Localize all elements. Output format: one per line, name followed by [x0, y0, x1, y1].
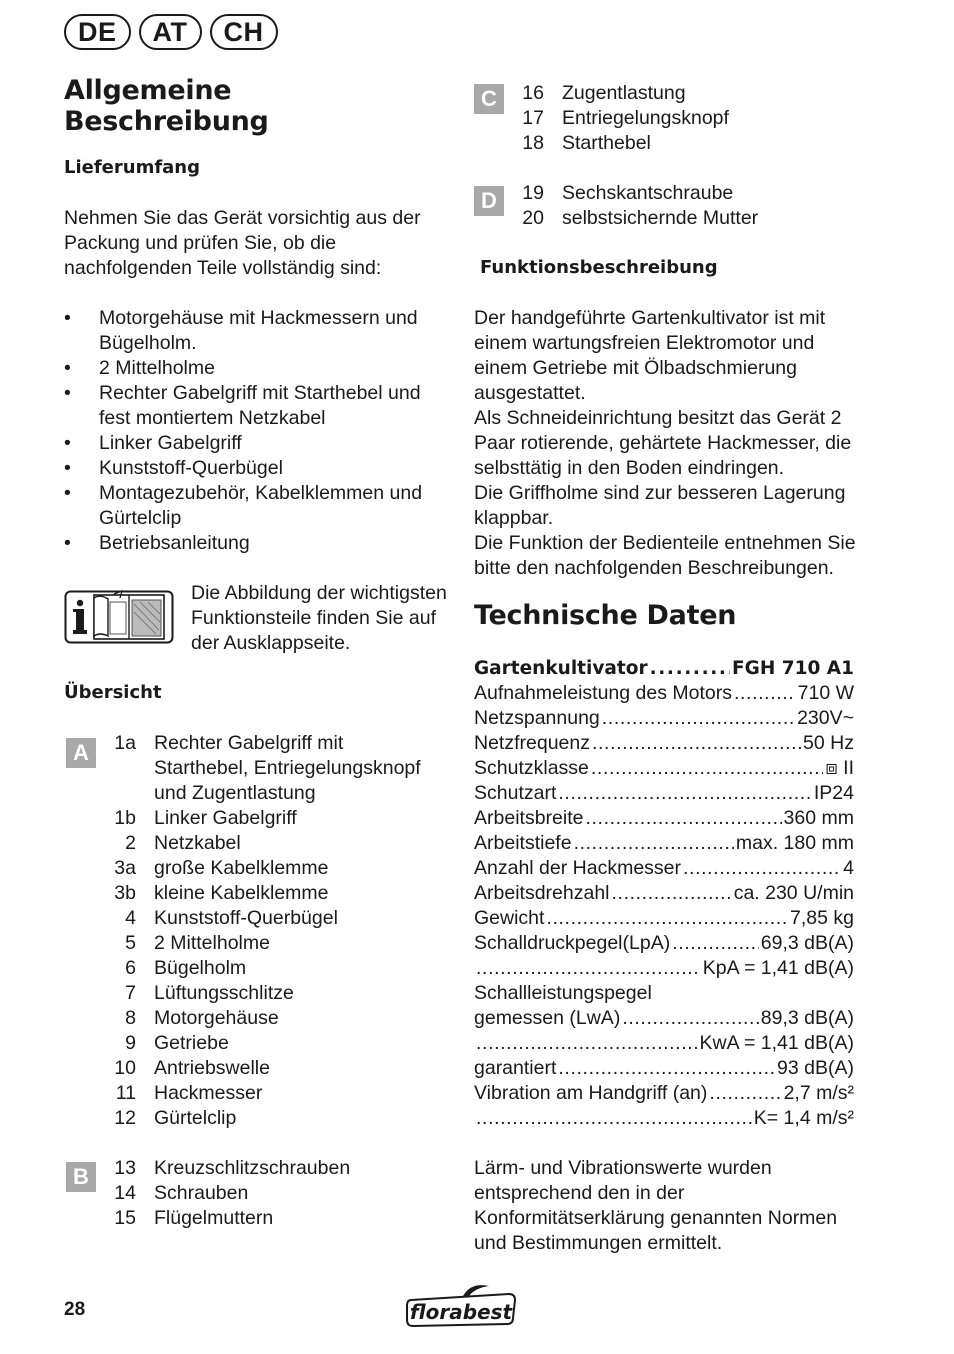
spec-leader-dots: [650, 656, 730, 681]
spec-leader-dots: [592, 731, 801, 756]
group-d-label: D: [474, 186, 504, 216]
spec-row: [474, 1006, 854, 1031]
spec-value: K= 1,4 m/s²: [753, 1107, 854, 1129]
legend-row: [100, 731, 440, 806]
spec-row: [474, 731, 854, 756]
spec-label: Netzfrequenz: [474, 732, 590, 754]
legend-row: [100, 806, 440, 831]
spec-label: Schallleistungspegel: [474, 982, 652, 1004]
legend-num: 15: [114, 1207, 136, 1229]
spec-label: Schutzart: [474, 782, 557, 804]
legend-num: 2: [125, 832, 136, 854]
legend-text: Rechter Gabelgriff mit Starthebel, Entriegelungsknopf und Zugentlastung: [154, 732, 421, 804]
legend-num: 5: [125, 932, 136, 954]
section-title-line1: Allgemeine: [64, 75, 232, 106]
legend-text: Schrauben: [154, 1182, 249, 1204]
spec-leader-dots: [591, 756, 823, 781]
spec-leader-dots: [734, 681, 796, 706]
legend-num: 13: [114, 1157, 136, 1179]
funktion-paragraph: Der handgeführte Gartenkultivator ist mit einem wartungsfreien Elektromotor und einem Getriebe mit Ölbadschmierung ausgestattet.: [474, 307, 826, 404]
legend-row: [100, 1156, 440, 1181]
spec-row: [474, 1106, 854, 1131]
info-note: Die Abbildung der wichtigsten Funktionsteile finden Sie auf der Ausklappseite.: [191, 582, 447, 654]
legend-text: große Kabelklemme: [154, 857, 329, 879]
parts-legend-a: [100, 731, 440, 1131]
legend-row: [508, 181, 848, 206]
legend-num: 3b: [114, 882, 136, 904]
spec-table: [474, 656, 854, 1131]
legend-num: 18: [522, 132, 544, 154]
section-title: [64, 75, 269, 137]
info-foldout-icon: [64, 590, 174, 644]
spec-row: [474, 981, 854, 1006]
spec-row: [474, 906, 854, 931]
legend-text: selbstsichernde Mutter: [562, 207, 759, 229]
legend-num: 12: [114, 1107, 136, 1129]
legend-text: Hackmesser: [154, 1082, 263, 1104]
delivery-list: [64, 306, 454, 556]
spec-label: garantiert: [474, 1057, 557, 1079]
spec-row: [474, 856, 854, 881]
spec-leader-dots: [672, 931, 759, 956]
spec-value: ⧈ II: [825, 757, 854, 779]
legend-num: 9: [125, 1032, 136, 1054]
spec-value: 4: [843, 857, 854, 879]
legend-row: [100, 881, 440, 906]
spec-label: Aufnahmeleistung des Motors: [474, 682, 732, 704]
spec-row: [474, 781, 854, 806]
spec-value: KpA = 1,41 dB(A): [702, 957, 854, 979]
spec-label: Gewicht: [474, 907, 545, 929]
legend-num: 17: [522, 107, 544, 129]
spec-leader-dots: [476, 956, 701, 981]
lang-badge-de: DE: [64, 14, 131, 50]
spec-leader-dots: [546, 906, 788, 931]
spec-leader-dots: [709, 1081, 781, 1106]
list-item: • Motorgehäuse mit Hackmessern und Bügelholm.: [64, 306, 454, 356]
legend-text: kleine Kabelklemme: [154, 882, 329, 904]
spec-leader-dots: [558, 1056, 775, 1081]
spec-value: 2,7 m/s²: [783, 1082, 854, 1104]
legend-num: 19: [522, 182, 544, 204]
legend-row: [508, 131, 848, 156]
legend-text: Sechskantschraube: [562, 182, 734, 204]
legend-row: [508, 106, 848, 131]
legend-num: 10: [114, 1057, 136, 1079]
legend-text: Entriegelungsknopf: [562, 107, 729, 129]
legend-row: [100, 981, 440, 1006]
parts-legend-d: [508, 181, 848, 231]
legend-row: [508, 81, 848, 106]
group-c-label: C: [474, 84, 504, 114]
spec-label: Schutzklasse: [474, 757, 589, 779]
spec-label: Gartenkultivator: [474, 658, 648, 679]
spec-row: [474, 881, 854, 906]
legend-row: [100, 856, 440, 881]
spec-value: KwA = 1,41 dB(A): [699, 1032, 854, 1054]
spec-label: Netzspannung: [474, 707, 600, 729]
parts-legend-c: [508, 81, 848, 156]
spec-label: gemessen (LwA): [474, 1007, 621, 1029]
page-number: 28: [64, 1299, 86, 1320]
spec-value: FGH 710 A1: [732, 658, 854, 679]
spec-value: 230V~: [797, 707, 854, 729]
legend-row: [100, 931, 440, 956]
legend-num: 8: [125, 1007, 136, 1029]
spec-row: [474, 831, 854, 856]
funktion-paragraph: Die Funktion der Bedienteile entnehmen Sie bitte den nachfolgenden Beschreibungen.: [474, 532, 856, 579]
spec-leader-dots: [476, 1106, 752, 1131]
spec-label: Arbeitsbreite: [474, 807, 584, 829]
legend-text: Flügelmuttern: [154, 1207, 274, 1229]
spec-label: Arbeitsdrehzahl: [474, 882, 610, 904]
spec-leader-dots: [602, 706, 795, 731]
spec-row: [474, 681, 854, 706]
spec-value: 7,85 kg: [790, 907, 854, 929]
legend-text: Getriebe: [154, 1032, 229, 1054]
legend-num: 3a: [114, 857, 136, 879]
legend-row: [100, 1031, 440, 1056]
legend-num: 14: [114, 1182, 136, 1204]
spec-leader-dots: [622, 1006, 758, 1031]
language-badges: [64, 14, 278, 50]
list-item: • Kunststoff-Querbügel: [64, 456, 454, 481]
legend-row: [100, 1181, 440, 1206]
legend-row: [100, 1106, 440, 1131]
funktion-heading: Funktionsbeschreibung: [480, 257, 718, 278]
spec-value: 710 W: [797, 682, 854, 704]
florabest-logo: [405, 1282, 517, 1328]
legend-text: Linker Gabelgriff: [154, 807, 297, 829]
legend-num: 7: [125, 982, 136, 1004]
spec-value: max. 180 mm: [735, 832, 854, 854]
group-a-label: A: [66, 738, 96, 768]
legend-text: Kreuzschlitzschrauben: [154, 1157, 351, 1179]
legend-row: [508, 206, 848, 231]
spec-value: 69,3 dB(A): [760, 932, 854, 954]
lieferumfang-heading: Lieferumfang: [64, 157, 201, 178]
legend-row: [100, 831, 440, 856]
list-item: • Linker Gabelgriff: [64, 431, 454, 456]
spec-row: [474, 706, 854, 731]
legend-text: 2 Mittelholme: [154, 932, 270, 954]
spec-row: [474, 656, 854, 681]
legend-text: Bügelholm: [154, 957, 247, 979]
spec-row: [474, 756, 854, 781]
list-item: • Montagezubehör, Kabelklemmen und Gürtelclip: [64, 481, 454, 531]
spec-leader-dots: [683, 856, 841, 881]
legend-text: Gürtelclip: [154, 1107, 237, 1129]
section-title-line2: Beschreibung: [64, 106, 269, 137]
spec-leader-dots: [612, 881, 732, 906]
legend-text: Kunststoff-Querbügel: [154, 907, 338, 929]
spec-value: 89,3 dB(A): [760, 1007, 854, 1029]
list-item: • Rechter Gabelgriff mit Starthebel und fest montiertem Netzkabel: [64, 381, 454, 431]
legend-row: [100, 956, 440, 981]
spec-row: [474, 956, 854, 981]
legend-text: Lüftungsschlitze: [154, 982, 294, 1004]
spec-label: Arbeitstiefe: [474, 832, 572, 854]
legend-row: [100, 1081, 440, 1106]
spec-row: [474, 806, 854, 831]
legend-text: Zugentlastung: [562, 82, 686, 104]
lang-badge-ch: CH: [210, 14, 278, 50]
tech-heading: Technische Daten: [474, 600, 737, 631]
legend-num: 4: [125, 907, 136, 929]
legend-num: 1b: [114, 807, 136, 829]
legend-num: 20: [522, 207, 544, 229]
group-b-label: B: [66, 1162, 96, 1192]
legend-num: 1a: [114, 732, 136, 754]
spec-value: 50 Hz: [803, 732, 854, 754]
lang-badge-at: AT: [139, 14, 202, 50]
list-item: • Betriebsanleitung: [64, 531, 454, 556]
legend-row: [100, 1006, 440, 1031]
parts-legend-b: [100, 1156, 440, 1231]
legend-row: [100, 1056, 440, 1081]
spec-leader-dots: [476, 1031, 698, 1056]
spec-label: Anzahl der Hackmesser: [474, 857, 681, 879]
spec-label: Vibration am Handgriff (an): [474, 1082, 708, 1104]
spec-value: ca. 230 U/min: [733, 882, 854, 904]
spec-value: 360 mm: [783, 807, 854, 829]
brand-wordmark: florabest: [409, 1300, 513, 1324]
spec-row: [474, 931, 854, 956]
lieferumfang-intro: Nehmen Sie das Gerät vorsichtig aus der Packung und prüfen Sie, ob die nachfolgenden Teile vollständig sind:: [64, 207, 421, 279]
measurement-note: Lärm- und Vibrationswerte wurden entsprechend den in der Konformitätserklärung genannten Normen und Bestimmungen ermittelt.: [474, 1157, 838, 1254]
list-item: • 2 Mittelholme: [64, 356, 454, 381]
funktion-text: [474, 306, 864, 581]
spec-leader-dots: [585, 806, 781, 831]
legend-num: 6: [125, 957, 136, 979]
spec-value: IP24: [813, 782, 854, 804]
spec-row: [474, 1056, 854, 1081]
funktion-paragraph: Die Griffholme sind zur besseren Lagerung klappbar.: [474, 482, 846, 529]
legend-text: Starthebel: [562, 132, 651, 154]
spec-row: [474, 1081, 854, 1106]
spec-leader-dots: [558, 781, 812, 806]
legend-text: Motorgehäuse: [154, 1007, 279, 1029]
legend-text: Netzkabel: [154, 832, 241, 854]
legend-num: 16: [522, 82, 544, 104]
legend-row: [100, 1206, 440, 1231]
spec-value: 93 dB(A): [777, 1057, 854, 1079]
legend-text: Antriebswelle: [154, 1057, 270, 1079]
spec-leader-dots: [574, 831, 734, 856]
spec-label: Schalldruckpegel(LpA): [474, 932, 671, 954]
legend-num: 11: [115, 1082, 136, 1104]
funktion-paragraph: Als Schneideinrichtung besitzt das Gerät 2 Paar rotierende, gehärtete Hackmesser, die selbsttätig in den Boden eindringen.: [474, 407, 852, 479]
uebersicht-heading: Übersicht: [64, 682, 162, 703]
spec-row: [474, 1031, 854, 1056]
legend-row: [100, 906, 440, 931]
